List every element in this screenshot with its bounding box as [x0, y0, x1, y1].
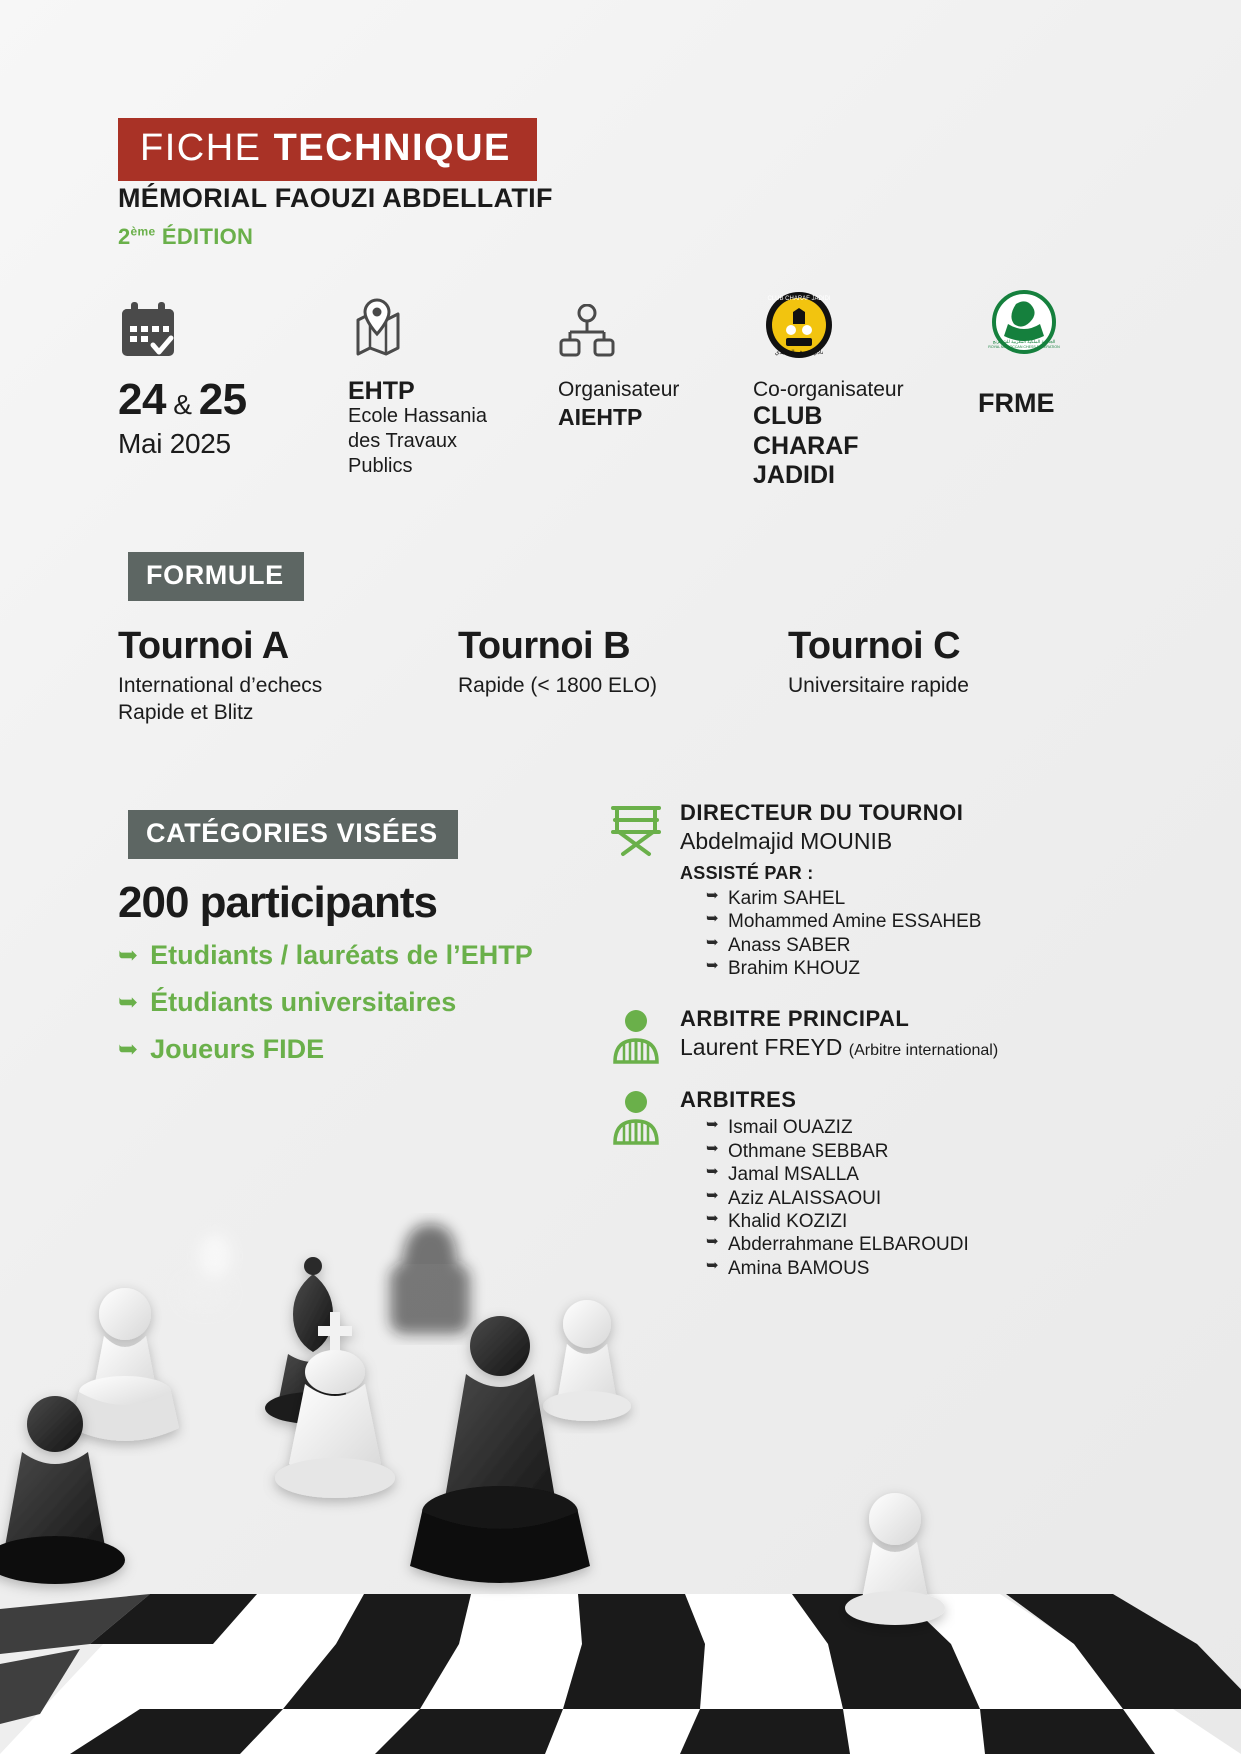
- category-label: Étudiants universitaires: [150, 987, 457, 1018]
- tournoi-c-title: Tournoi C: [788, 625, 961, 667]
- edition-suffix: ème: [130, 224, 156, 239]
- category-label: Joueurs FIDE: [150, 1034, 325, 1065]
- staff-section: [605, 800, 1145, 1306]
- category-item: [118, 940, 548, 971]
- tournoi-c: [788, 625, 1108, 699]
- assistant-item: ➥ Karim SAHEL: [706, 887, 1145, 910]
- event-info-row: [118, 290, 1128, 490]
- assisted-by-label: ASSISTÉ PAR :: [680, 863, 814, 883]
- arbiter-item: ➥ Amina BAMOUS: [706, 1257, 1145, 1280]
- arbiters-list: [680, 1116, 1145, 1280]
- event-dates: [118, 375, 308, 424]
- assistant-item: ➥ Anass SABER: [706, 934, 1145, 957]
- venue-name: EHTP: [348, 377, 415, 405]
- arbiter-item: ➥ Aziz ALAISSAOUI: [706, 1187, 1145, 1210]
- tournoi-b-sub-1: Rapide (< 1800 ELO): [458, 674, 658, 697]
- event-subtitle: MÉMORIAL FAOUZI ABDELLATIF: [118, 183, 553, 213]
- info-venue: [348, 290, 548, 479]
- venue-line-2: des Travaux: [348, 430, 457, 453]
- chief-arbiter-title: ARBITRE PRINCIPAL: [680, 1006, 910, 1032]
- categories-tag: CATÉGORIES VISÉES: [128, 810, 458, 859]
- svg-text:الجامعة الملكية المغربية للشطر: الجامعة الملكية المغربية للشطرنج: [992, 339, 1056, 344]
- page-title-bold: TECHNIQUE: [273, 127, 511, 169]
- arbiter-item: ➥ Abderrahmane ELBAROUDI: [706, 1233, 1145, 1256]
- organiser-name: AIEHTP: [558, 404, 643, 430]
- info-coorganiser: [753, 290, 963, 491]
- arbiter-item: ➥ Khalid KOZIZI: [706, 1210, 1145, 1233]
- event-day-sep: &: [165, 389, 199, 420]
- svg-text:CLUB CHARAF JADIDI: CLUB CHARAF JADIDI: [767, 296, 831, 302]
- assistant-item: ➥ Brahim KHOUZ: [706, 957, 1145, 980]
- coorganiser-label: Co-organisateur: [753, 378, 904, 401]
- info-date: [118, 290, 308, 460]
- category-label: Etudiants / lauréats de l’EHTP: [150, 940, 533, 970]
- page-title-band: [118, 118, 537, 181]
- formule-tag: FORMULE: [128, 552, 304, 601]
- arrow-bullet-icon: ➥: [118, 989, 139, 1017]
- arbiters-title: ARBITRES: [680, 1087, 797, 1113]
- director-chair-icon: [605, 802, 667, 858]
- categories-list: [118, 940, 548, 1081]
- chief-arbiter-block: [605, 1006, 1145, 1061]
- arbiter-person-icon: [605, 1089, 667, 1145]
- club-charaf-jadidi-logo: [753, 290, 963, 360]
- page-title-light: FICHE: [140, 127, 274, 169]
- chief-arbiter-note: (Arbitre international): [848, 1042, 999, 1060]
- coorganiser-name-1: CLUB: [753, 402, 823, 430]
- svg-text:نادي شرف الجديدي: نادي شرف الجديدي: [774, 350, 824, 356]
- arbiter-item: ➥ Othmane SEBBAR: [706, 1140, 1145, 1163]
- coorganiser-name-2: CHARAF: [753, 431, 859, 460]
- organiser-label: Organisateur: [558, 378, 680, 401]
- federation-name: FRME: [978, 388, 1055, 418]
- venue-line-1: Ecole Hassania: [348, 405, 487, 428]
- category-item: [118, 987, 548, 1018]
- edition-word: ÉDITION: [155, 224, 254, 249]
- tournoi-b: [458, 625, 778, 699]
- tournoi-a-sub-2: Rapide et Blitz: [118, 701, 254, 725]
- chief-arbiter-name-row: [680, 1034, 1145, 1061]
- tournoi-a: [118, 625, 458, 727]
- tournoi-a-sub-1: International d’echecs: [118, 674, 323, 697]
- event-day-2: 25: [198, 375, 247, 424]
- categories-section-header: [128, 810, 458, 859]
- chief-arbiter-name: Laurent FREYD: [680, 1034, 843, 1061]
- org-chart-icon: [558, 290, 748, 360]
- arbiter-item: ➥ Ismail OUAZIZ: [706, 1116, 1145, 1139]
- info-organiser: [558, 290, 748, 431]
- edition-number: 2: [118, 224, 131, 249]
- arrow-bullet-icon: ➥: [118, 942, 139, 969]
- tournoi-c-sub-1: Universitaire rapide: [788, 674, 969, 697]
- frme-logo: [978, 290, 1148, 360]
- arrow-bullet-icon: ➥: [118, 1036, 139, 1064]
- director-title: DIRECTEUR DU TOURNOI: [680, 800, 964, 825]
- event-month-year: Mai 2025: [118, 428, 231, 459]
- formule-section-header: [128, 552, 304, 601]
- coorganiser-name-3: JADIDI: [753, 461, 835, 489]
- svg-text:ROYAL MOROCCAN CHESS FEDERATIO: ROYAL MOROCCAN CHESS FEDERATION: [988, 345, 1060, 349]
- director-name: Abdelmajid MOUNIB: [680, 828, 893, 854]
- arbiter-person-icon: [605, 1008, 667, 1064]
- map-pin-icon: [348, 290, 548, 360]
- event-day-1: 24: [118, 375, 166, 424]
- participants-count: 200 participants: [118, 878, 438, 927]
- info-federation: [978, 290, 1148, 419]
- tournament-director-block: [605, 800, 1145, 980]
- tournoi-b-title: Tournoi B: [458, 625, 631, 667]
- calendar-icon: [118, 290, 308, 360]
- assistants-list: [680, 887, 1145, 980]
- edition-label: [118, 224, 253, 250]
- arbiters-block: [605, 1087, 1145, 1280]
- assistant-item: ➥ Mohammed Amine ESSAHEB: [706, 910, 1145, 933]
- arbiter-item: ➥ Jamal MSALLA: [706, 1163, 1145, 1186]
- venue-line-3: Publics: [348, 455, 413, 478]
- tournoi-a-title: Tournoi A: [118, 625, 289, 667]
- category-item: [118, 1034, 548, 1065]
